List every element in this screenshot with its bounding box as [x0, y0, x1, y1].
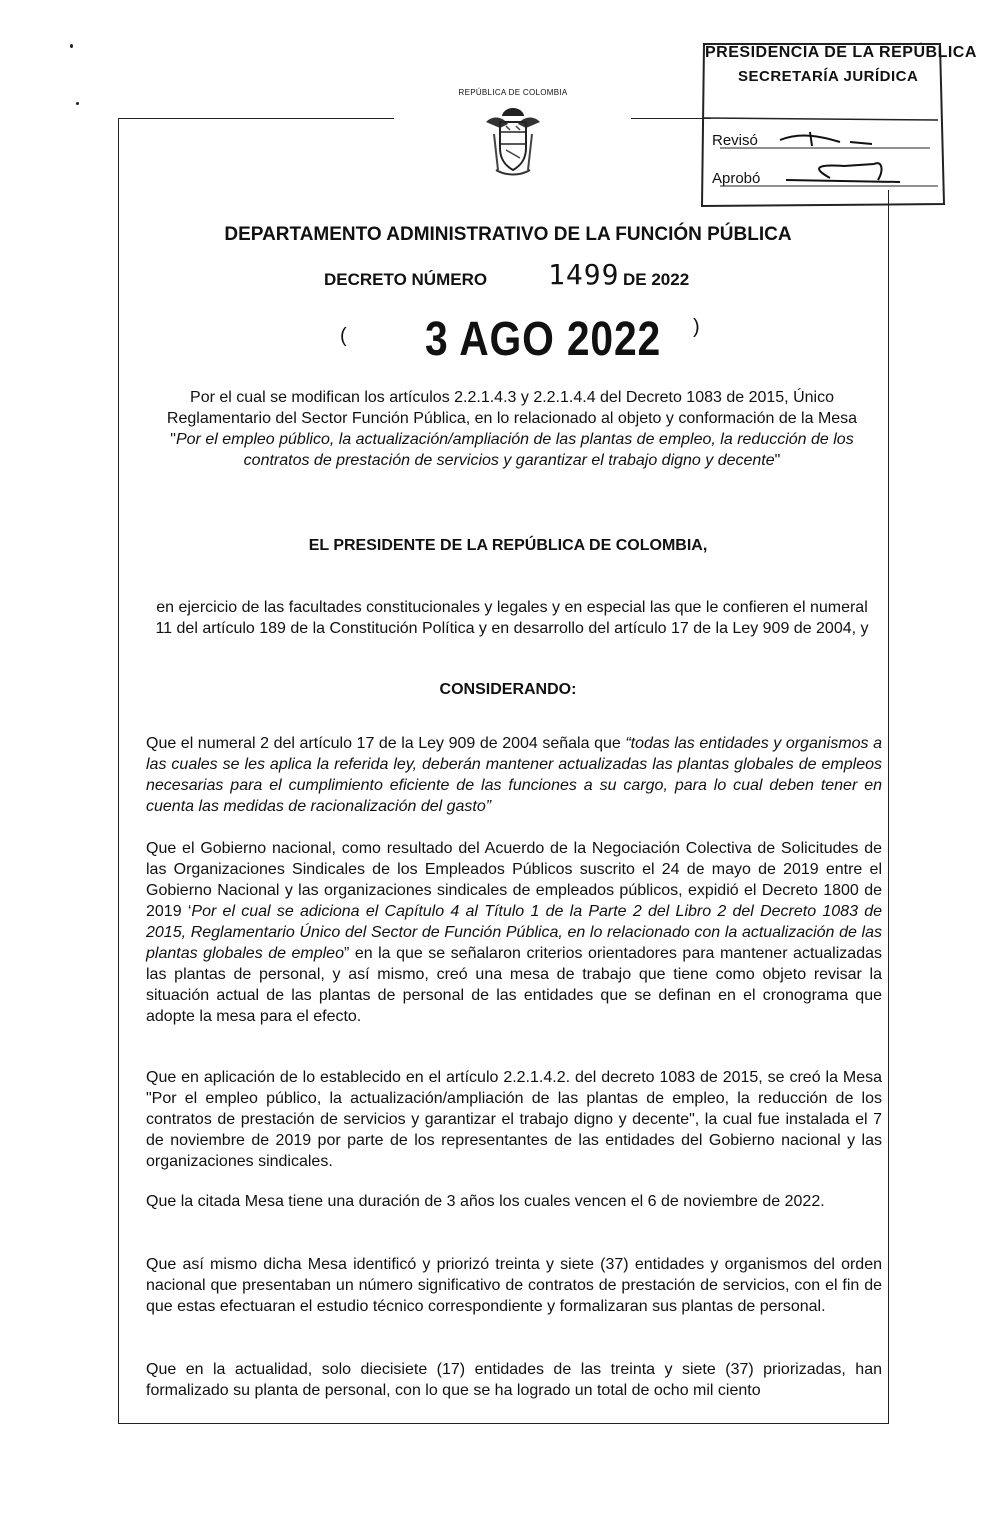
recital-quote: “todas las entidades y organismos a las cuales se les aplica la referida ley, deberán mantener actualizadas las plantas globales de empleos necesarias para el cumplimiento eficiente de las funciones a su cargo, para lo cual deben tener en cuenta las medidas de racionalización del gasto”: [146, 735, 882, 815]
recital-text: ” en la que se señalaron criterios orientadores para mantener actualizadas las plantas de personal, y así mismo, creó una mesa de trabajo que tiene como objeto revisar la situación actual de las plantas de personal de las entidades que se definan en el cronograma que adopte la mesa para el efecto.: [146, 945, 882, 1025]
summary-italic: Por el empleo público, la actualización/ampliación de las plantas de empleo, la reducción de los contratos de prestación de servicios y garantizar el trabajo digno y decente: [175, 431, 854, 469]
recital-text: Que el numeral 2 del artículo 17 de la Ley 909 de 2004 señala que: [146, 735, 626, 752]
recital-paragraph: [146, 733, 882, 817]
powers-paragraph: en ejercicio de las facultades constitucionales y legales y en especial las que le confieren el numeral 11 del artículo 189 de la Constitución Política y en desarrollo del artículo 17 de la Ley 909 de 2004, y: [155, 599, 869, 637]
decree-label: DECRETO NÚMERO: [324, 270, 488, 289]
recital-paragraph: Que la citada Mesa tiene una duración de 3 años los cuales vencen el 6 de noviembre de 2022.: [146, 1193, 825, 1210]
considerando-heading: CONSIDERANDO:: [439, 681, 577, 698]
date-close-paren: ): [693, 316, 700, 338]
recital-quote: Por el cual se adiciona el Capítulo 4 al Título 1 de la Parte 2 del Libro 2 del Decreto 1083 de 2015, Reglamentario Único del Sector de Función Pública, en lo relacionado con la actualización de las plantas globales de empleo: [146, 903, 883, 962]
frame-line-top-right: [631, 118, 711, 119]
country-name: REPÚBLICA DE COLOMBIA: [458, 88, 568, 97]
scan-speck: [70, 44, 73, 48]
president-heading: EL PRESIDENTE DE LA REPÚBLICA DE COLOMBIA,: [308, 537, 708, 554]
frame-line-bottom: [118, 1423, 889, 1424]
stamp-reviso-label: Revisó: [712, 132, 758, 149]
decree-summary: [150, 387, 874, 471]
recital-paragraph: [146, 838, 882, 1027]
coat-of-arms-icon: [478, 104, 548, 178]
decree-number: 1499: [548, 258, 620, 291]
stamp-legal-secretariat: SECRETARÍA JURÍDICA: [738, 68, 919, 85]
frame-line-left: [118, 118, 119, 1423]
date-open-paren: (: [340, 325, 347, 347]
decree-date-stamp: 3 AGO 2022: [425, 313, 662, 366]
stamp-aprobo-label: Aprobó: [712, 170, 761, 187]
stamp-presidency-title: PRESIDENCIA DE LA REPÚBLICA: [705, 44, 977, 61]
recital-text: Que el Gobierno nacional, como resultado del Acuerdo de la Negociación Colectiva de Solicitudes de las Organizaciones Sindicales de los Empleados Públicos suscrito el 24 de mayo de 2019 entre el Gobierno Nacional y las organizaciones sindicales de empleados públicos, expidió el Decreto 1800 de 2019 ‘: [146, 840, 882, 920]
frame-line-top-left: [118, 118, 394, 119]
summary-plain: Por el cual se modifican los artículos 2.2.1.4.3 y 2.2.1.4.4 del Decreto 1083 de 2015, Único Reglamentario del Sector Función Pública, en lo relacionado al objeto y conformación de la Mesa ": [166, 389, 858, 448]
department-title: DEPARTAMENTO ADMINISTRATIVO DE LA FUNCIÓN PÚBLICA: [224, 224, 792, 245]
recital-paragraph: Que en la actualidad, solo diecisiete (17) entidades de las treinta y siete (37) priorizadas, han formalizado su planta de personal, con lo que se ha logrado un total de ocho mil ciento: [146, 1361, 882, 1399]
summary-tail: ": [774, 452, 781, 469]
recital-paragraph: Que en aplicación de lo establecido en el artículo 2.2.1.4.2. del decreto 1083 de 2015, se creó la Mesa "Por el empleo público, la actualización/ampliación de las plantas de empleo, la reducción de los contratos de prestación de servicios y garantizar el trabajo digno y decente", la cual fue instalada el 7 de noviembre de 2019 por parte de los representantes de las entidades del Gobierno nacional y las organizaciones sindicales.: [146, 1069, 882, 1170]
recital-paragraph: Que así mismo dicha Mesa identificó y priorizó treinta y siete (37) entidades y organismos del orden nacional que presentaban un número significativo de contratos de prestación de servicios, con el fin de que estas efectuaran el estudio técnico correspondiente y formalizaran sus plantas de personal.: [146, 1256, 882, 1315]
scan-speck: [76, 102, 79, 105]
frame-line-right: [888, 190, 889, 1423]
decree-year: DE 2022: [623, 270, 690, 289]
